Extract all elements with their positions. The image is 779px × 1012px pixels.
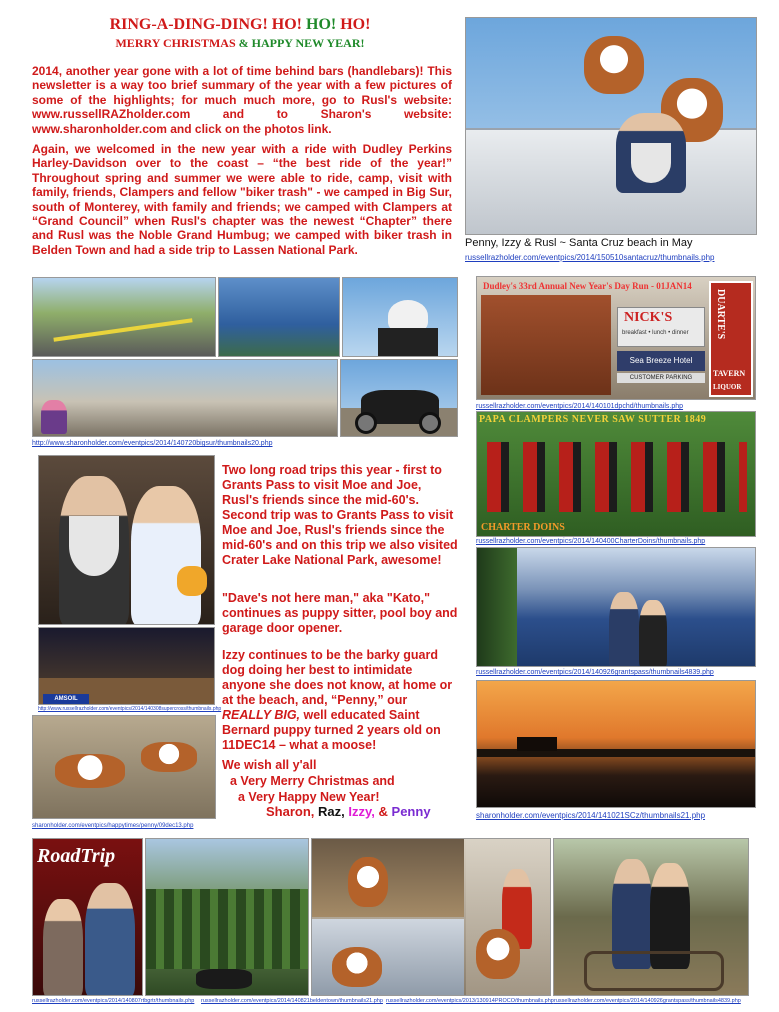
- link-supercross[interactable]: http://www.russellrazholder.com/eventpics/2014/140308supercross/thumbnails.php: [38, 706, 222, 712]
- photo-belden-town-forest[interactable]: [145, 838, 309, 996]
- photo-grants-pass-kiss[interactable]: [553, 838, 749, 996]
- link-bottom-1[interactable]: russellrazholder.com/eventpics/2014/140807rtbgrtr/thumbnails.php: [32, 998, 195, 1004]
- clampers-banner: PAPA CLAMPERS NEVER SAW SUTTER 1849: [479, 414, 707, 425]
- intro-paragraph-2: Again, we welcomed in the new year with a ride with Dudley Perkins Harley-Davidson over to the coast – “the best ride of the year!” Throughout spring and summer we were able to ride, camp, visit with family, friends, Clampers and fellow "biker trash" - we camped in Big Sur, south of Monterey, with family and friends; we camped with Clampers at “Grand Council” when Rusl's chapter was the newest “Chapter” there and Rusl was the Noble Grand Humbug; we camped with biker trash in Belden Town and had a side trip to Lassen National Park.: [32, 142, 452, 257]
- person-sharon-roadtrip: [43, 899, 83, 996]
- photo-dogs-on-couch[interactable]: [32, 715, 216, 819]
- duartes-sign: DUARTE'S: [715, 289, 726, 340]
- photo-santa-cruz-convertible[interactable]: [465, 17, 757, 235]
- photo-motorcycle[interactable]: [340, 359, 458, 437]
- sig-sharon: Sharon,: [266, 804, 315, 819]
- middle-paragraph-1: Two long road trips this year - first to Grants Pass to visit Moe and Joe, Rusl's friends since the mid-60's. Second trip was to Grants Pass to visit Moe and Joe, Rusl's friends since the mid-60's and on this trip we also visited Crater Lake National Park, awesome!: [222, 463, 458, 567]
- sig-izzy: Izzy,: [348, 804, 375, 819]
- liquor-sign: LIQUOR: [713, 383, 742, 391]
- link-dpchd[interactable]: russellrazholder.com/eventpics/2014/140101dpchd/thumbnails.php: [476, 403, 684, 410]
- sig-raz: Raz,: [318, 804, 345, 819]
- photo-rocky-beach[interactable]: [32, 359, 338, 437]
- sig-amp: &: [378, 804, 388, 819]
- link-bottom-3[interactable]: russellrazholder.com/eventpics/2013/130914PROCO/thumbnails.php: [386, 998, 554, 1004]
- p3-part-b: well educated Saint Bernard puppy turned 2 years old on 11DEC14 – what a moose!: [222, 708, 441, 752]
- title-word: HO!: [271, 16, 306, 33]
- photo-supercross[interactable]: [38, 627, 215, 705]
- beard-arena: [69, 516, 119, 576]
- link-charterdoins[interactable]: russellrazholder.com/eventpics/2014/140400CharterDoins/thumbnails.php: [476, 538, 706, 545]
- dog-on-couch-1: [55, 754, 125, 788]
- photo-coast-highway[interactable]: [32, 277, 216, 357]
- person-rusl-roadtrip: [85, 883, 135, 996]
- middle-paragraph-3: [222, 648, 458, 753]
- intro-paragraph-1: 2014, another year gone with a lot of time behind bars (handlebars)! This newsletter is a way too brief summary of the year with a few pictures of some of the highlights; for much much more, go to Rusl's website: www.russellRAZholder.com and to Sharon's website: www.sharonholder.com and click on the photos link.: [32, 64, 452, 136]
- person-sharon-lake: [639, 600, 667, 667]
- seabreeze-sign: Sea Breeze Hotel: [617, 351, 705, 371]
- title-word: RING-A-DING-DING!: [109, 16, 272, 33]
- wish-line-2: a Very Merry Christmas and: [230, 774, 395, 788]
- subtitle-part-1: MERRY CHRISTMAS: [115, 36, 239, 50]
- person-sharon-arena: [131, 486, 201, 625]
- dog-store-3: [476, 929, 520, 979]
- link-bottom-4[interactable]: russellrazholder.com/eventpics/2014/140926grantspass/thumbnails4839.php: [554, 998, 741, 1004]
- caption-santa-cruz: Penny, Izzy & Rusl ~ Santa Cruz beach in May: [465, 237, 693, 249]
- tavern-sign: TAVERN: [713, 369, 746, 378]
- link-santacruz[interactable]: russellrazholder.com/eventpics/2014/150510santacruz/thumbnails.php: [465, 253, 715, 262]
- roadtrip-sign: RoadTrip: [37, 845, 116, 867]
- photo-store-dogs[interactable]: [311, 838, 551, 996]
- title-word: HO!: [340, 16, 371, 33]
- middle-paragraph-2: "Dave's not here man," aka "Kato," continues as puppy sitter, pool boy and garage door opener.: [222, 591, 458, 635]
- charter-doins-text: CHARTER DOINS: [481, 522, 565, 533]
- link-penny[interactable]: sharonholder.com/eventpics/happytimes/penny/09dec13.php: [32, 823, 194, 829]
- dog-on-couch-2: [141, 742, 197, 772]
- p3-part-a: Izzy continues to be the barky guard dog doing her best to intimidate anyone she does not know, at home or at the beach, and, “Penny,” our: [222, 648, 453, 707]
- link-sunset[interactable]: sharonholder.com/eventpics/2014/141021SCz/thumbnails21.php: [476, 811, 706, 820]
- beard: [631, 143, 671, 183]
- dog-penny: [584, 36, 644, 94]
- link-bigsur[interactable]: http://www.sharonholder.com/eventpics/2014/140720bigsur/thumbnails20.php: [32, 440, 273, 447]
- customer-parking-sign: CUSTOMER PARKING: [617, 373, 705, 383]
- photo-charter-doins[interactable]: [476, 411, 756, 537]
- nicks-sign: NICK'S: [624, 310, 673, 325]
- subtitle-part-2: & HAPPY NEW YEAR!: [238, 36, 365, 50]
- new-year-banner: Dudley's 33rd Annual New Year's Day Run - 01JAN14: [483, 281, 692, 291]
- p3-emphasis: REALLY BIG,: [222, 708, 301, 722]
- photo-crater-lake[interactable]: [476, 547, 756, 667]
- photo-new-year-run[interactable]: [476, 276, 756, 400]
- photo-rusl-sharon-arena[interactable]: [38, 455, 215, 625]
- dog-store-1: [348, 857, 388, 907]
- newsletter-title: [95, 16, 385, 34]
- sig-penny: Penny: [391, 804, 431, 819]
- photo-rider-helmet[interactable]: [342, 277, 458, 357]
- newsletter-subtitle: [95, 36, 385, 51]
- person-rusl-lake: [609, 592, 639, 667]
- wish-line-1: We wish all y'all: [222, 758, 317, 772]
- photo-road-trip[interactable]: [32, 838, 143, 996]
- photo-sunset-pier[interactable]: [476, 680, 756, 808]
- wish-line-3: a Very Happy New Year!: [238, 790, 380, 804]
- nicks-sub: breakfast • lunch • dinner: [622, 330, 689, 336]
- amsoil-banner: AMSOIL: [43, 694, 89, 704]
- dog-store-2: [332, 947, 382, 987]
- link-bottom-2[interactable]: russellrazholder.com/eventpics/2014/140821beldentown/thumbnails21.php: [201, 998, 383, 1004]
- title-word: HO!: [306, 16, 341, 33]
- signature: [266, 804, 431, 819]
- link-grantspass[interactable]: russellrazholder.com/eventpics/2014/140926grantspass/thumbnails4839.php: [476, 669, 714, 676]
- photo-big-sur-ocean[interactable]: [218, 277, 340, 357]
